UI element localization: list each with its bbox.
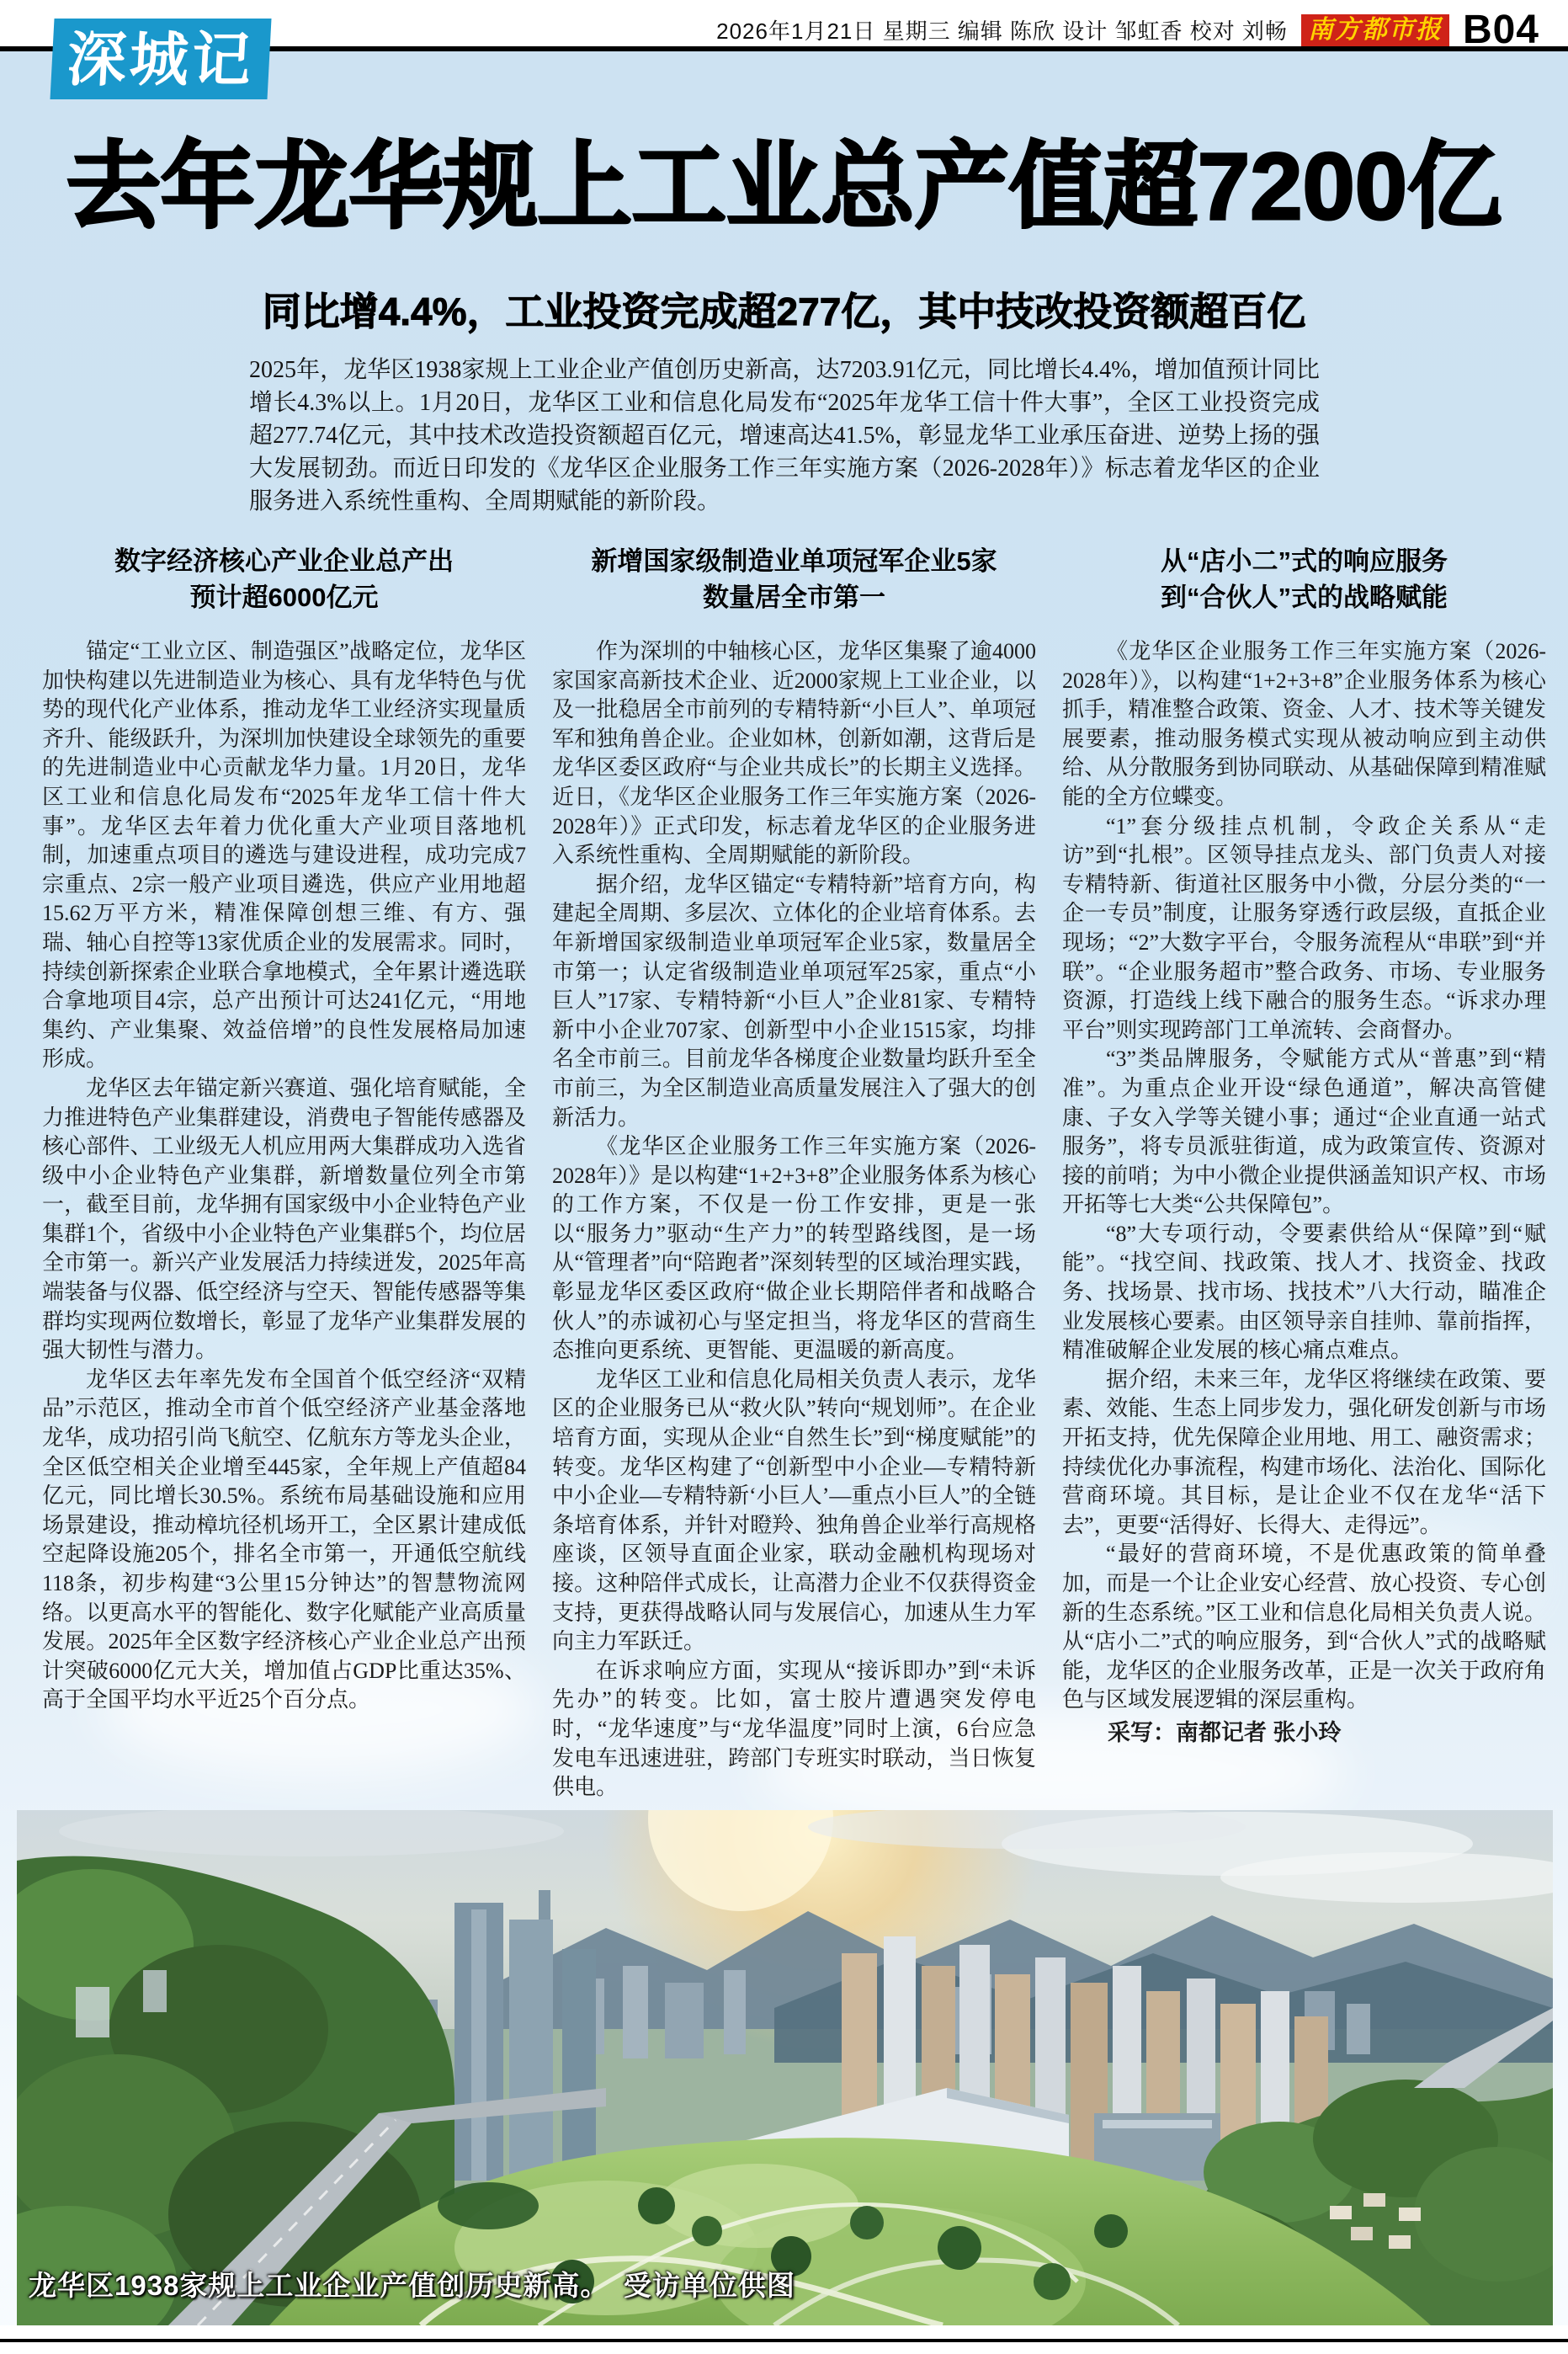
body-paragraph: 据介绍，龙华区锚定“专精特新”培育方向，构建起全周期、多层次、立体化的企业培育体系。去年新增国家级制造业单项冠军企业5家，数量居全市第一；认定省级制造业单项冠军25家，重点“小巨人”17家、专精特新“小巨人”企业81家、专精特新中小企业707家、创新型中小企业1515家，均排名全市前三。目前龙华各梯度企业数量均跃升至全市前三，为全区制造业高质量发展注入了强大的创新活力。 [552,871,1036,1130]
column-heading-line2: 到“合伙人”式的战略赋能 [1161,583,1448,612]
body-paragraph: 锚定“工业立区、制造强区”战略定位，龙华区加快构建以先进制造业为核心、具有龙华特色与优势的现代化产业体系，推动龙华工业经济实现量质齐升、能级跃升，为深圳加快建设全球领先的重要的先进制造业中心贡献龙华力量。1月20日，龙华区工业和信息化局发布“2025年龙华工信十件大事”。龙华区去年着力优化重大产业项目落地机制，加速重点项目的遴选与建设进程，成功完成7宗重点、2宗一般产业项目遴选，供应产业用地超15.62万平方米，精准保障创想三维、有方、强瑞、轴心自控等13家优质企业的发展需求。同时，持续创新探索企业联合拿地模式，全年累计遴选联合拿地项目4宗，总产出预计可达241亿元，“用地集约、产业集聚、效益倍增”的良性发展格局加速形成。 [42,639,526,1072]
body-paragraph: 在诉求响应方面，实现从“接诉即办”到“未诉先办”的转变。比如，富士胶片遭遇突发停电时，“龙华速度”与“龙华温度”同时上演，6台应急发电车迅速进驻，跨部门专班实时联动，当日恢复供电。 [552,1658,1036,1800]
photo-caption: 龙华区1938家规上工业企业产值创历史新高。 受访单位供图 [29,2270,795,2301]
column-heading-line2: 数量居全市第一 [703,583,885,612]
column-heading [1062,543,1546,615]
body-paragraph: “1”套分级挂点机制，令政企关系从“走访”到“扎根”。区领导挂点龙头、部门负责人对接专精特新、街道社区服务中小微，分层分类的“一企一专员”制度，让服务穿透行政层级，直抵企业现场；“2”大数字平台，令服务流程从“串联”到“并联”。“企业服务超市”整合政务、市场、专业服务资源，打造线上线下融合的服务生态。“诉求办理平台”则实现跨部门工单流转、会商督办。 [1062,813,1546,1042]
bottom-rule [0,2339,1568,2342]
dateline: 2026年1月21日 星期三 编辑 陈欣 设计 邹虹香 校对 刘畅 [716,19,1288,44]
body-paragraph: 《龙华区企业服务工作三年实施方案（2026-2028年）》是以构建“1+2+3+8”企业服务体系为核心的工作方案，不仅是一份工作安排，更是一张以“服务力”驱动“生产力”的转型路线图，是一场从“管理者”向“陪跑者”深刻转型的区域治理实践，彰显龙华区委区政府“做企业长期陪伴者和战略合伙人”的赤诚初心与坚定担当，将龙华区的营商生态推向更系统、更智能、更温暖的新高度。 [552,1134,1036,1363]
column-heading [552,543,1036,615]
page-number: B04 [1462,8,1539,52]
column-heading-line1: 数字经济核心产业企业总产出 [114,546,454,576]
section-banner: 深城记 [50,19,271,99]
sub-headline: 同比增4.4%，工业投资完成超277亿，其中技改投资额超百亿 [262,290,1306,333]
column-heading-line1: 从“店小二”式的响应服务 [1161,546,1448,576]
body-paragraph: 龙华区去年锚定新兴赛道、强化培育赋能，全力推进特色产业集群建设，消费电子智能传感器及核心部件、工业级无人机应用两大集群成功入选省级中小企业特色产业集群，新增数量位列全市第一，截至目前，龙华拥有国家级中小企业特色产业集群1个，省级中小企业特色产业集群5个，均位居全市第一。新兴产业发展活力持续迸发，2025年高端装备与仪器、低空经济与空天、智能传感器等集群均实现两位数增长，彰显了龙华产业集群发展的强大韧性与潜力。 [42,1075,526,1363]
body-paragraph: 作为深圳的中轴核心区，龙华区集聚了逾4000家国家高新技术企业、近2000家规上工业企业，以及一批稳居全市前列的专精特新“小巨人”、单项冠军和独角兽企业。企业如林，创新如潮，这背后是龙华区委区政府“与企业共成长”的长期主义选择。近日，《龙华区企业服务工作三年实施方案（2026-2028年）》正式印发，标志着龙华区的企业服务进入系统性重构、全周期赋能的新阶段。 [552,639,1036,868]
column-champion-enterprises [552,543,1036,1803]
body-paragraph: 据介绍，未来三年，龙华区将继续在政策、要素、效能、生态上同步发力，强化研发创新与市场开拓支持，优先保障企业用地、用工、融资需求；持续优化办事流程，构建市场化、法治化、国际化营商环境。其目标，是让企业不仅在龙华“活下去”，更要“活得好、长得大、走得远”。 [1062,1366,1546,1537]
body-paragraph: 龙华区工业和信息化局相关负责人表示，龙华区的企业服务已从“救火队”转向“规划师”。在企业培育方面，实现从企业“自然生长”到“梯度赋能”的转变。龙华区构建了“创新型中小企业—专精特新中小企业—专精特新‘小巨人’—重点小巨人”的全链条培育体系，并针对瞪羚、独角兽企业举行高规格座谈，区领导直面企业家，联动金融机构现场对接。这种陪伴式成长，让高潜力企业不仅获得资金支持，更获得战略认同与发展信心，加速从生力军向主力军跃迁。 [552,1366,1036,1654]
column-service-upgrade [1062,543,1546,1803]
newspaper-brand-logo: 南方都市报 [1301,14,1449,46]
article-columns [42,543,1546,1803]
masthead [716,7,1539,53]
main-headline: 去年龙华规上工业总产值超7200亿 [66,134,1502,239]
byline: 采写：南都记者 张小玲 [1108,1719,1342,1745]
column-heading-line1: 新增国家级制造业单项冠军企业5家 [591,546,997,576]
body-paragraph: 龙华区去年率先发布全国首个低空经济“双精品”示范区，推动全市首个低空经济产业基金落地龙华，成功招引尚飞航空、亿航东方等龙头企业，全区低空相关企业增至445家，全年规上产值超84亿元，同比增长30.5%。系统布局基础设施和应用场景建设，推动樟坑径机场开工，全区累计建成低空起降设施205个，排名全市第一，开通低空航线118条，初步构建“3公里15分钟达”的智慧物流网络。以更高水平的智能化、数字化赋能产业高质量发展。2025年全区数字经济核心产业企业总产出预计突破6000亿元大关，增加值占GDP比重达35%、高于全国平均水平近25个百分点。 [42,1366,526,1712]
column-digital-economy [42,543,526,1803]
body-paragraph: “8”大专项行动，令要素供给从“保障”到“赋能”。“找空间、找政策、找人才、找资金、找政务、找场景、找市场、找技术”八大行动，瞄准企业发展核心要素。由区领导亲自挂帅、靠前指挥，精准破解企业发展的核心痛点难点。 [1062,1221,1546,1363]
body-paragraph: “3”类品牌服务，令赋能方式从“普惠”到“精准”。为重点企业开设“绿色通道”，解决高管健康、子女入学等关键小事；通过“企业直通一站式服务”，将专员派驻街道，成为政策宣传、资源对接的前哨；为中小微企业提供涵盖知识产权、市场开拓等七大类“公共保障包”。 [1062,1047,1546,1217]
column-heading [42,543,526,615]
lead-paragraph: 2025年，龙华区1938家规上工业企业产值创历史新高，达7203.91亿元，同比增长4.4%，增加值预计同比增长4.3%以上。1月20日，龙华区工业和信息化局发布“2025年龙华工信十件大事”，全区工业投资完成超277.74亿元，其中技术改造投资额超百亿元，增速高达41.5%，彰显龙华工业承压奋进、逆势上扬的强大发展韧劲。而近日印发的《龙华区企业服务工作三年实施方案（2026-2028年）》标志着龙华区的企业服务进入系统性重构、全周期赋能的新阶段。 [249,357,1320,514]
city-aerial-photo [17,1810,1553,2325]
body-paragraph: 《龙华区企业服务工作三年实施方案（2026-2028年）》，以构建“1+2+3+8”企业服务体系为核心抓手，精准整合政策、资金、人才、技术等关键发展要素，推动服务模式实现从被动响应到主动供给、从分散服务到协同联动、从基础保障到精准赋能的全方位蝶变。 [1062,639,1546,809]
column-heading-line2: 预计超6000亿元 [189,583,379,612]
aerial-photo-illustration [17,1810,1553,2325]
body-paragraph: “最好的营商环境，不是优惠政策的简单叠加，而是一个让企业安心经营、放心投资、专心创新的生态系统。”区工业和信息化局相关负责人说。从“店小二”式的响应服务，到“合伙人”式的战略赋能，龙华区的企业服务改革，正是一次关于政府角色与区域发展逻辑的深层重构。 [1062,1542,1546,1712]
